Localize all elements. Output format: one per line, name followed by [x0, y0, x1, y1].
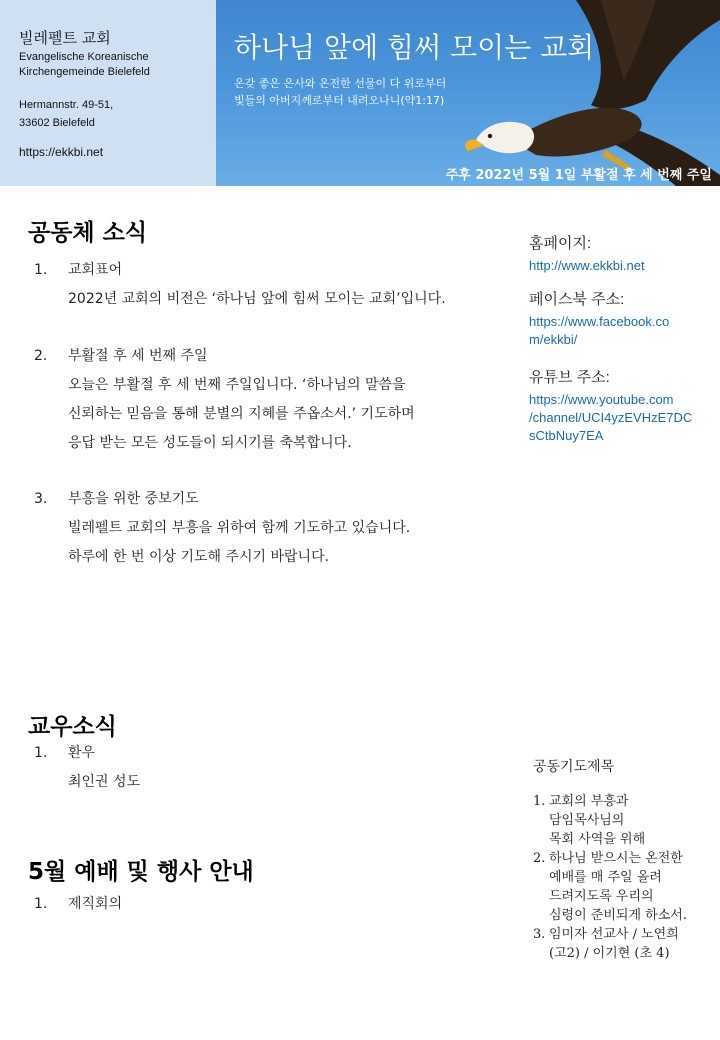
church-german-name — [19, 50, 150, 80]
youtube-block — [529, 366, 692, 445]
address-line-1: Hermannstr. 49-51, — [19, 99, 114, 111]
youtube-label: 유튜브 주소: — [529, 369, 610, 386]
item-heading: 환우 — [68, 745, 96, 761]
prayer-line: 예배를 매 주일 올려 — [549, 870, 662, 885]
item-line: 오늘은 부활절 후 세 번째 주일입니다. ‘하나님의 말씀을 — [68, 377, 406, 393]
members-news-title: 교우소식 — [28, 714, 117, 740]
item-line: 신뢰하는 믿음을 통해 분별의 지혜를 주옵소서.’ 기도하며 — [68, 406, 415, 422]
youtube-link-part[interactable]: https://www.youtube.com — [529, 392, 674, 407]
prayer-line: 드려지도록 우리의 — [549, 889, 654, 904]
church-info-panel — [0, 0, 216, 186]
events-title: 5월 예배 및 행사 안내 — [28, 859, 254, 885]
youtube-link-part[interactable]: sCtbNuy7EA — [529, 428, 604, 443]
item-line: 2022년 교회의 비전은 ‘하나님 앞에 힘써 모이는 교회’입니다. — [68, 291, 446, 307]
youtube-link-part[interactable]: /channel/UCI4yzEVHzE7DC — [529, 410, 693, 425]
prayer-number: 3. — [533, 927, 546, 942]
prayer-line: 교회의 부흥과 — [549, 794, 629, 809]
prayer-item-1 — [533, 792, 687, 849]
prayer-line: 임미자 선교사 / 노연희 — [549, 927, 679, 942]
prayer-line: 담임목사님의 — [549, 813, 625, 828]
prayer-line: (고2) / 이기현 (초 4) — [549, 946, 670, 961]
item-number: 1. — [34, 262, 48, 278]
bible-verse — [234, 75, 446, 109]
facebook-label: 페이스북 주소: — [529, 291, 625, 308]
youtube-link[interactable] — [529, 391, 692, 445]
church-address — [19, 96, 113, 132]
church-german-line-2: Kirchengemeinde Bielefeld — [19, 66, 150, 78]
item-number: 3. — [34, 491, 48, 507]
verse-line-1: 온갖 좋은 은사와 온전한 선물이 다 위로부터 — [234, 77, 447, 90]
church-website[interactable]: https://ekkbi.net — [19, 145, 104, 159]
address-line-2: 33602 Bielefeld — [19, 117, 95, 129]
item-number: 2. — [34, 348, 48, 364]
verse-line-2: 빛들의 아버지께로부터 내려오나니(약1:17) — [234, 94, 445, 107]
item-line: 응답 받는 모든 성도들이 되시기를 축복합니다. — [68, 435, 352, 451]
item-number: 1. — [34, 745, 48, 761]
church-german-line-1: Evangelische Koreanische — [19, 51, 149, 63]
item-line: 빌레펠트 교회의 부흥을 위하여 함께 기도하고 있습니다. — [68, 520, 411, 536]
facebook-link[interactable] — [529, 313, 669, 349]
prayer-list — [533, 792, 687, 963]
homepage-label: 홈페이지: — [529, 235, 592, 252]
item-number: 1. — [34, 896, 48, 912]
prayer-item-2 — [533, 849, 687, 925]
item-line: 하루에 한 번 이상 기도해 주시기 바랍니다. — [68, 549, 330, 565]
prayer-item-3 — [533, 925, 687, 963]
item-heading: 부흥을 위한 중보기도 — [68, 491, 199, 507]
banner-title: 하나님 앞에 힘써 모이는 교회 — [234, 31, 595, 64]
item-heading: 제직회의 — [68, 896, 123, 912]
item-heading: 부활절 후 세 번째 주일 — [68, 348, 208, 364]
prayer-title: 공동기도제목 — [533, 759, 615, 775]
facebook-block — [529, 288, 669, 349]
church-name: 빌레펠트 교회 — [19, 29, 111, 47]
homepage-block — [529, 232, 645, 275]
homepage-link[interactable]: http://www.ekkbi.net — [529, 258, 645, 273]
facebook-link-part[interactable]: m/ekkbi/ — [529, 332, 578, 347]
prayer-line: 하나님 받으시는 온전한 — [549, 851, 683, 866]
prayer-number: 1. — [533, 794, 546, 809]
community-news-title: 공동체 소식 — [28, 220, 148, 246]
service-date: 주후 2022년 5월 1일 부활절 후 세 번째 주일 — [445, 168, 712, 183]
facebook-link-part[interactable]: https://www.facebook.co — [529, 314, 670, 329]
prayer-line: 목회 사역을 위해 — [549, 832, 646, 847]
item-line: 최인권 성도 — [68, 774, 141, 790]
prayer-number: 2. — [533, 851, 546, 866]
item-heading: 교회표어 — [68, 262, 123, 278]
eagle-banner — [216, 0, 720, 186]
prayer-line: 심령이 준비되게 하소서. — [549, 908, 687, 923]
